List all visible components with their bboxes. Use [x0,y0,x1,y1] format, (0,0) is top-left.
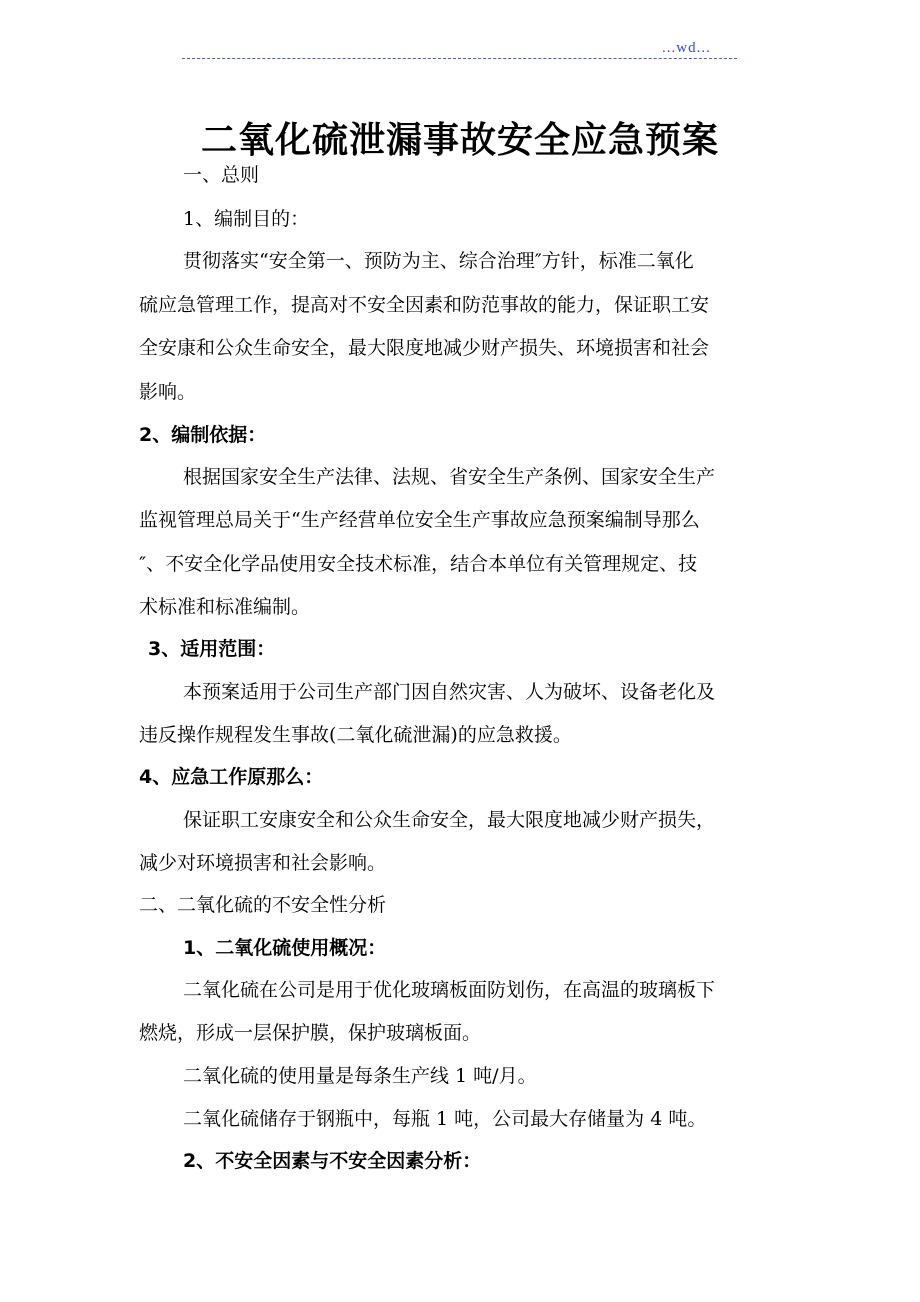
text-line: 全安康和公众生命安全，最大限度地减少财产损失、环境损害和社会 [139,337,710,359]
text-line: 一、总则 [183,164,260,186]
header-mark: ...wd... [662,40,711,56]
text-line: 硫应急管理工作，提高对不安全因素和防范事故的能力，保证职工安 [139,294,710,316]
text-line: ″、不安全化学品使用安全技术标准，结合本单位有关管理规定、技 [139,553,698,575]
text-line: 1、二氧化硫使用概况： [183,937,387,959]
text-line: 2、不安全因素与不安全因素分析： [183,1150,482,1172]
header-rule [182,58,737,59]
text-line: 影响。 [139,381,197,403]
text-line: 1、编制目的： [183,208,310,230]
text-line: 违反操作规程发生事故(二氧化硫泄漏)的应急救援。 [139,724,572,746]
text-line: 监视管理总局关于“生产经营单位安全生产事故应急预案编制导那么 [139,509,700,531]
text-line: 3、适用范围： [148,638,276,660]
text-line: 二氧化硫的使用量是每条生产线 1 吨/月。 [183,1065,537,1087]
text-line: 本预案适用于公司生产部门因自然灾害、人为破坏、设备老化及 [183,681,716,703]
text-line: 二、二氧化硫的不安全性分析 [139,894,387,916]
document-title: 二氧化硫泄漏事故安全应急预案 [200,120,719,161]
text-line: 贯彻落实“安全第一、预防为主、综合治理″方针，标准二氧化 [183,250,694,272]
text-line: 减少对环境损害和社会影响。 [139,852,387,874]
text-line: 4、应急工作原那么： [139,766,324,788]
text-line: 根据国家安全生产法律、法规、省安全生产条例、国家安全生产 [183,466,716,488]
text-line: 保证职工安康安全和公众生命安全，最大限度地减少财产损失， [183,809,716,831]
text-line: 二氧化硫在公司是用于优化玻璃板面防划伤，在高温的玻璃板下 [183,979,716,1001]
text-line: 2、编制依据： [139,424,267,446]
text-line: 术标准和标准编制。 [139,596,311,618]
text-line: 二氧化硫储存于钢瓶中，每瓶 1 吨，公司最大存储量为 4 吨。 [183,1108,707,1130]
text-line: 燃烧，形成一层保护膜，保护玻璃板面。 [139,1022,482,1044]
